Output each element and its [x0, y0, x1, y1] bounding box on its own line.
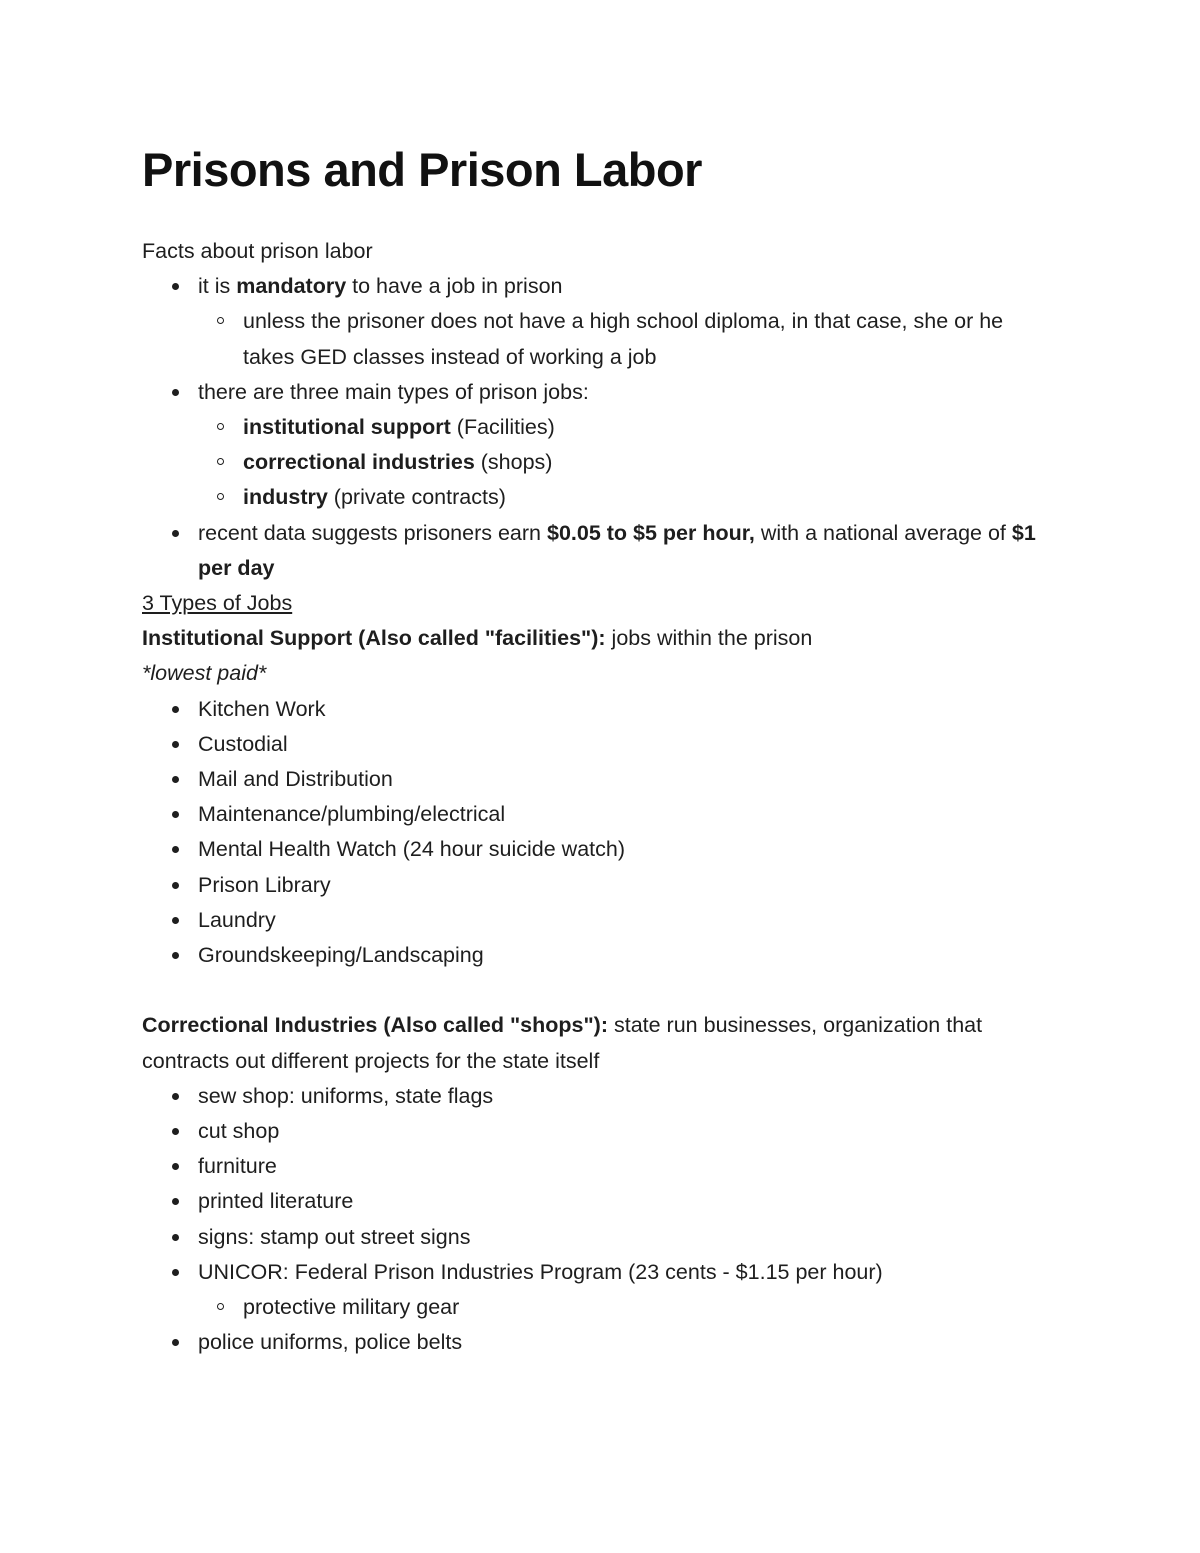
list-item: Mail and Distribution: [142, 762, 1042, 797]
sub-list-item: [198, 445, 1042, 480]
text-run: to have a job in prison: [346, 274, 563, 299]
sub-list: [198, 410, 1042, 516]
sub-list-item: [198, 410, 1042, 445]
list-item: Prison Library: [142, 868, 1042, 903]
sub-list-item: unless the prisoner does not have a high school diploma, in that case, she or he takes GED classes instead of working a job: [198, 304, 1042, 374]
list-item: [142, 269, 1042, 375]
list-item: Kitchen Work: [142, 692, 1042, 727]
bold-text: Institutional Support (Also called "facilities"):: [142, 626, 606, 651]
institutional-note: *lowest paid*: [142, 661, 267, 686]
list-item: Maintenance/plumbing/electrical: [142, 797, 1042, 832]
text-run: (shops): [474, 450, 553, 475]
bold-text: Correctional Industries (Also called "shops"):: [142, 1013, 608, 1038]
institutional-list: [142, 692, 1042, 974]
bold-text: correctional industries: [243, 450, 475, 475]
text-run: UNICOR: Federal Prison Industries Program (23 cents - $1.15 per hour): [198, 1259, 883, 1284]
bold-text: mandatory: [236, 274, 347, 299]
text-run: (private contracts): [327, 485, 506, 510]
blank-line: [142, 973, 1042, 1008]
facts-list: [142, 269, 1042, 586]
page-title: Prisons and Prison Labor: [142, 143, 702, 196]
correctional-list: [142, 1079, 1042, 1361]
bold-text: $0.05 to $5 per hour,: [546, 520, 755, 545]
bold-text: $1 per day: [198, 520, 1036, 580]
list-item: Mental Health Watch (24 hour suicide watch): [142, 832, 1042, 867]
list-item: signs: stamp out street signs: [142, 1220, 1042, 1255]
facts-heading: Facts about prison labor: [142, 239, 373, 263]
list-item: [142, 1255, 1042, 1325]
text-run: (Facilities): [450, 415, 555, 440]
institutional-heading: [142, 621, 1042, 656]
list-item: Laundry: [142, 903, 1042, 938]
list-item: furniture: [142, 1149, 1042, 1184]
list-item: printed literature: [142, 1184, 1042, 1219]
list-item: sew shop: uniforms, state flags: [142, 1079, 1042, 1114]
list-item: [142, 516, 1042, 586]
sub-list-item: [198, 480, 1042, 515]
bold-text: industry: [243, 485, 328, 510]
text-run: with a national average of: [754, 520, 1012, 545]
list-item: police uniforms, police belts: [142, 1325, 1042, 1360]
text-run: there are three main types of prison jobs:: [198, 379, 589, 404]
text-run: recent data suggests prisoners earn: [198, 520, 547, 545]
list-item: [142, 375, 1042, 516]
list-item: Custodial: [142, 727, 1042, 762]
list-item: cut shop: [142, 1114, 1042, 1149]
list-item: Groundskeeping/Landscaping: [142, 938, 1042, 973]
text-run: jobs within the prison: [605, 626, 813, 651]
sub-list: [198, 1290, 1042, 1325]
types-heading: 3 Types of Jobs: [142, 591, 293, 616]
document-page: [142, 140, 1042, 1360]
bold-text: institutional support: [243, 415, 451, 440]
sub-list-item: protective military gear: [198, 1290, 1042, 1325]
correctional-heading: [142, 1008, 1042, 1078]
sub-list: [198, 304, 1042, 374]
text-run: it is: [198, 274, 237, 299]
text-run: state run businesses, organization that contracts out different projects for the state itself: [142, 1013, 983, 1073]
